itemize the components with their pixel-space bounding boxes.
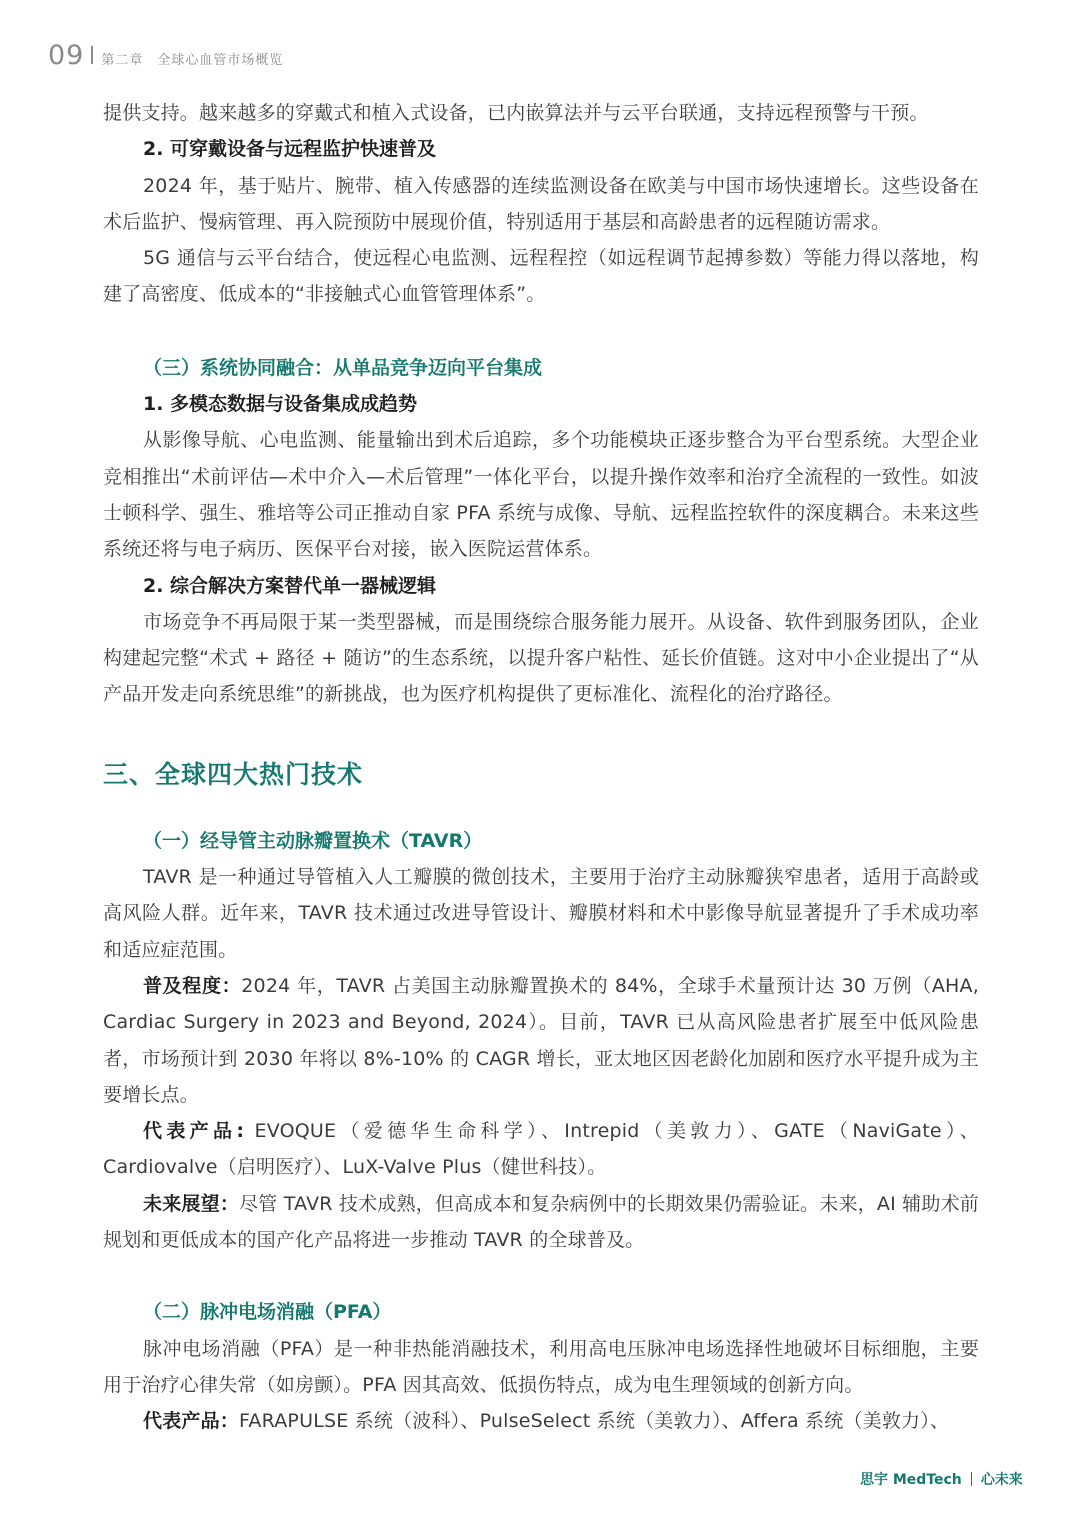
paragraph-tavr: TAVR 是一种通过导管植入人工瓣膜的微创技术，主要用于治疗主动脉瓣狭窄患者，适用于高龄或高风险人群。近年来，TAVR 技术通过改进导管设计、瓣膜材料和术中影像导航显著提升了手术成功率和适应症范围。 (103, 866, 979, 961)
paragraph-solutions: 市场竞争不再局限于某一类型器械，而是围绕综合服务能力展开。从设备、软件到服务团队，企业构建起完整“术式 + 路径 + 随访”的生态系统，以提升客户粘性、延长价值链。这对中小企业提出了“从产品开发走向系统思维”的新挑战，也为医疗机构提供了更标准化、流程化的治疗路径。 (103, 610, 979, 706)
label-outlook: 未来展望： (143, 1192, 240, 1215)
footer-slogan: 心未来 (980, 1472, 1023, 1488)
text-adoption: 2024 年，TAVR 占美国主动脉瓣置换术的 84%，全球手术量预计达 30 万例（AHA, Cardiac Surgery in 2023 and Beyond, 2024）。目前，TAVR 已从高风险患者扩展至中低风险患者，市场预计到 2030 年将以 8%-10% 的 CAGR 增长，亚太地区因老龄化加剧和医疗水平提升成为主要增长点。 (103, 974, 979, 1106)
text-pfa-products: FARAPULSE 系统（波科）、PulseSelect 系统（美敦力）、Affera 系统（美敦力）、 (239, 1410, 950, 1433)
heading-main-3: 三、全球四大热门技术 (103, 759, 364, 789)
paragraph-pfa: 脉冲电场消融（PFA）是一种非热能消融技术，利用高电压脉冲电场选择性地破坏目标细胞，主要用于治疗心律失常（如房颤）。PFA 因其高效、低损伤特点，成为电生理领域的创新方向。 (103, 1337, 979, 1396)
footer-divider (971, 1472, 972, 1486)
page-footer (860, 1469, 1023, 1489)
heading-section-3: （三）系统协同融合：从单品竞争迈向平台集成 (143, 356, 543, 379)
paragraph-multimodal: 从影像导航、心电监测、能量输出到术后追踪，多个功能模块正逐步整合为平台型系统。大型企业竞相推出“术前评估—术中介入—术后管理”一体化平台，以提升操作效率和治疗全流程的一致性。如波士顿科学、强生、雅培等公司正推动自家 PFA 系统与成像、导航、远程监控软件的深度耦合。未来这些系统还将与电子病历、医保平台对接，嵌入医院运营体系。 (103, 429, 979, 561)
paragraph-intro: 提供支持。越来越多的穿戴式和植入式设备，已内嵌算法并与云平台联通，支持远程预警与干预。 (103, 102, 929, 124)
paragraph-wearable-2: 5G 通信与云平台结合，使远程心电监测、远程程控（如远程调节起搏参数）等能力得以落地，构建了高密度、低成本的“非接触式心血管管理体系”。 (103, 247, 979, 306)
page-content (103, 95, 979, 1440)
label-adoption: 普及程度： (143, 974, 242, 997)
header-divider (91, 46, 93, 64)
heading-pfa: （二）脉冲电场消融（PFA） (143, 1301, 392, 1324)
chapter-title: 第二章 全球心血管市场概览 (101, 53, 284, 68)
footer-brand: 思宇 MedTech (860, 1472, 962, 1488)
label-pfa-products: 代表产品： (143, 1410, 240, 1433)
page-header (48, 40, 283, 71)
text-products: EVOQUE（爱德华生命科学）、Intrepid（美敦力）、GATE（NaviGate）、Cardiovalve（启明医疗）、LuX-Valve Plus（健世科技）。 (103, 1120, 979, 1179)
heading-solutions: 2. 综合解决方案替代单一器械逻辑 (143, 574, 437, 597)
text-outlook: 尽管 TAVR 技术成熟，但高成本和复杂病例中的长期效果仍需验证。未来，AI 辅助术前规划和更低成本的国产化产品将进一步推动 TAVR 的全球普及。 (103, 1192, 979, 1252)
paragraph-wearable-1: 2024 年，基于贴片、腕带、植入传感器的连续监测设备在欧美与中国市场快速增长。这些设备在术后监护、慢病管理、再入院预防中展现价值，特别适用于基层和高龄患者的远程随访需求。 (103, 174, 979, 233)
paragraph-tavr-products (103, 1113, 979, 1186)
label-products: 代表产品: (143, 1120, 245, 1143)
heading-tavr: （一）经导管主动脉瓣置换术（TAVR） (143, 829, 483, 852)
paragraph-tavr-adoption (103, 968, 979, 1113)
heading-wearable: 2. 可穿戴设备与远程监护快速普及 (143, 138, 437, 161)
heading-multimodal: 1. 多模态数据与设备集成成趋势 (143, 393, 418, 416)
paragraph-pfa-products (103, 1403, 979, 1439)
paragraph-tavr-outlook (103, 1186, 979, 1259)
page-number: 09 (48, 40, 85, 71)
